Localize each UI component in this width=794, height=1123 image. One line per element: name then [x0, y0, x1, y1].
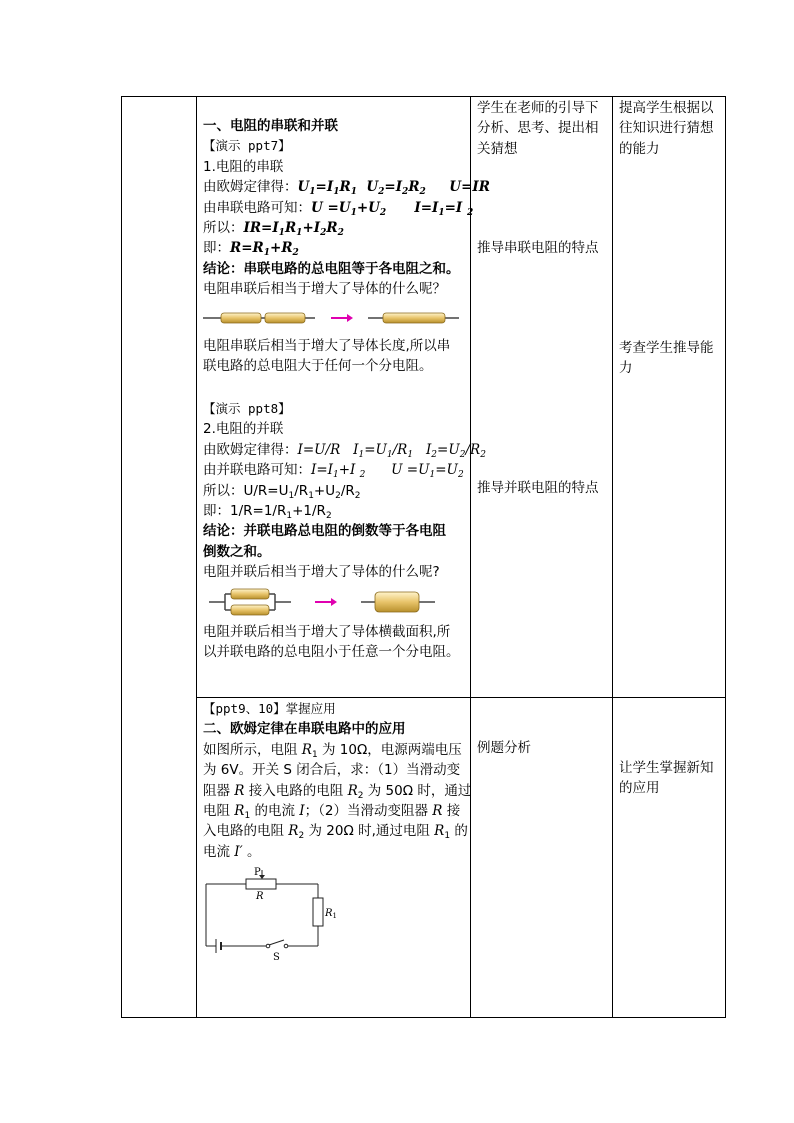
series-conclusion: 结论：串联电路的总电阻等于各电阻之和。 [203, 260, 460, 277]
parallel-resistor-diagram [203, 586, 465, 618]
student-activity-1 [477, 98, 610, 159]
student-activity-3-text: 推导并联电阻的特点 [477, 480, 599, 496]
student-activity-4-text: 例题分析 [477, 740, 531, 756]
problem-line5: 入电路的电阻 $R_2$ 为 20Ω 时,通过电阻 $R_1$ 的 [203, 823, 468, 842]
series-so-formula: 所以：$IR=I_1R_1+I_2R_2$ [203, 220, 344, 239]
parallel-conclusion-line2: 倒数之和。 [203, 543, 271, 560]
demo-ppt7: 【演示 ppt7】 [203, 138, 291, 154]
demo-ppt8: 【演示 ppt8】 [203, 401, 291, 416]
series-answer-line1: 电阻串联后相当于增大了导体长度,所以串 [203, 338, 451, 354]
label-r1: $R_1$ [325, 908, 337, 920]
table-row-divider [196, 697, 726, 698]
student-activity-3 [477, 478, 610, 498]
series-title: 1.电阻的串联 [203, 158, 284, 175]
parallel-answer-line1: 电阻并联后相当于增大了导体横截面积,所 [203, 624, 451, 640]
section1-content [203, 116, 490, 300]
table-border-top [121, 96, 726, 97]
design-purpose-2 [619, 338, 723, 379]
table-border-left [121, 96, 122, 1018]
problem-line4: 电阻 $R_1$ 的电流 I；（2）当滑动变阻器 R 接 [203, 803, 461, 822]
parallel-answer [203, 622, 468, 663]
label-r: R [256, 891, 264, 902]
design-purpose-1-line1: 提高学生根据以 [619, 100, 714, 116]
parallel-block [203, 399, 486, 583]
table-border-right [725, 96, 726, 1018]
series-ohm-formula: 由欧姆定律得：$U_1=I_1R_1$ $U_2=I_2R_2$ U=IR [203, 179, 490, 198]
circuit-diagram [200, 864, 337, 964]
student-activity-4 [477, 738, 610, 758]
table-divider-1 [196, 96, 197, 1018]
parallel-resistor-2 [231, 605, 269, 615]
design-purpose-3-line2: 的应用 [619, 780, 660, 797]
label-s: S [273, 952, 280, 963]
parallel-conclusion-line1: 结论：并联电路总电阻的倒数等于各电阻 [203, 523, 446, 540]
table-border-bottom [121, 1017, 726, 1018]
table-divider-3 [612, 96, 613, 1018]
parallel-combined-resistor [375, 592, 419, 612]
series-combined-resistor [383, 313, 445, 323]
student-activity-1-line2: 分析、思考、提出相 [477, 120, 599, 137]
student-activity-1-line1: 学生在老师的引导下 [477, 100, 599, 116]
student-activity-2 [477, 238, 610, 258]
ppt9-10-label: 【ppt9、10】掌握应用 [203, 701, 336, 716]
design-purpose-1 [619, 98, 723, 159]
parallel-title: 2.电阻的并联 [203, 421, 284, 438]
series-circuit-formula: 由串联电路可知：$U =U_1+U_2$ $I=I_1=I$ $_2$ [203, 199, 474, 218]
section2-heading: 二、欧姆定律在串联电路中的应用 [203, 721, 406, 738]
student-activity-1-line3: 关猜想 [477, 140, 518, 157]
design-purpose-3 [619, 758, 723, 799]
section2-content [203, 699, 472, 862]
design-purpose-1-line2: 往知识进行猜想 [619, 120, 714, 137]
parallel-ohm-formula: 由欧姆定律得：I=U/R $I_1=U_1/R_1$ $I_2=U_2/R_2$ [203, 441, 486, 460]
problem-line1: 如图所示，电阻 $R_1$ 为 10Ω，电源两端电压 [203, 741, 462, 760]
design-purpose-1-line3: 的能力 [619, 140, 660, 157]
label-p: P [254, 867, 261, 878]
parallel-answer-line2: 以并联电路的总电阻小于任意一个分电阻。 [203, 644, 460, 661]
series-resistor-diagram [203, 308, 465, 328]
student-activity-2-text: 推导串联电阻的特点 [477, 240, 599, 256]
design-purpose-2-line2: 力 [619, 360, 633, 377]
series-resistor-2 [265, 313, 305, 323]
problem-line3: 阻器 R 接入电路的电阻 $R_2$ 为 50Ω 时，通过 [203, 782, 472, 801]
parallel-resistor-1 [231, 589, 269, 599]
parallel-so-formula: 所以：$U/R=U_1/R_1+U_2/R_2$ [203, 482, 361, 501]
problem-line6: 电流 I′ 。 [203, 843, 261, 860]
series-result-formula: 即：$R=R_1+R_2$ [203, 240, 299, 259]
resistor-r1 [313, 898, 323, 926]
switch-blade [269, 940, 284, 945]
problem-line2: 为 6V。开关 S 闭合后，求：（1）当滑动变 [203, 762, 461, 779]
design-purpose-3-line1: 让学生掌握新知 [619, 760, 714, 776]
table-divider-2 [470, 96, 471, 1018]
series-answer [203, 336, 468, 377]
series-question: 电阻串联后相当于增大了导体的什么呢？ [203, 281, 446, 298]
design-purpose-2-line1: 考查学生推导能 [619, 340, 714, 356]
series-answer-line2: 联电路的总电阻大于任何一个分电阻。 [203, 358, 433, 375]
series-resistor-1 [221, 313, 261, 323]
parallel-circuit-formula: 由并联电路可知：$I=I_1+I$ $_2$ $U =U_1=U_2$ [203, 462, 464, 481]
parallel-question: 电阻并联后相当于增大了导体的什么呢? [203, 564, 440, 581]
parallel-result-formula: 即：$1/R=1/R_1+1/R_2$ [203, 503, 332, 522]
section1-heading: 一、电阻的串联和并联 [203, 118, 338, 134]
rheostat [246, 879, 276, 889]
